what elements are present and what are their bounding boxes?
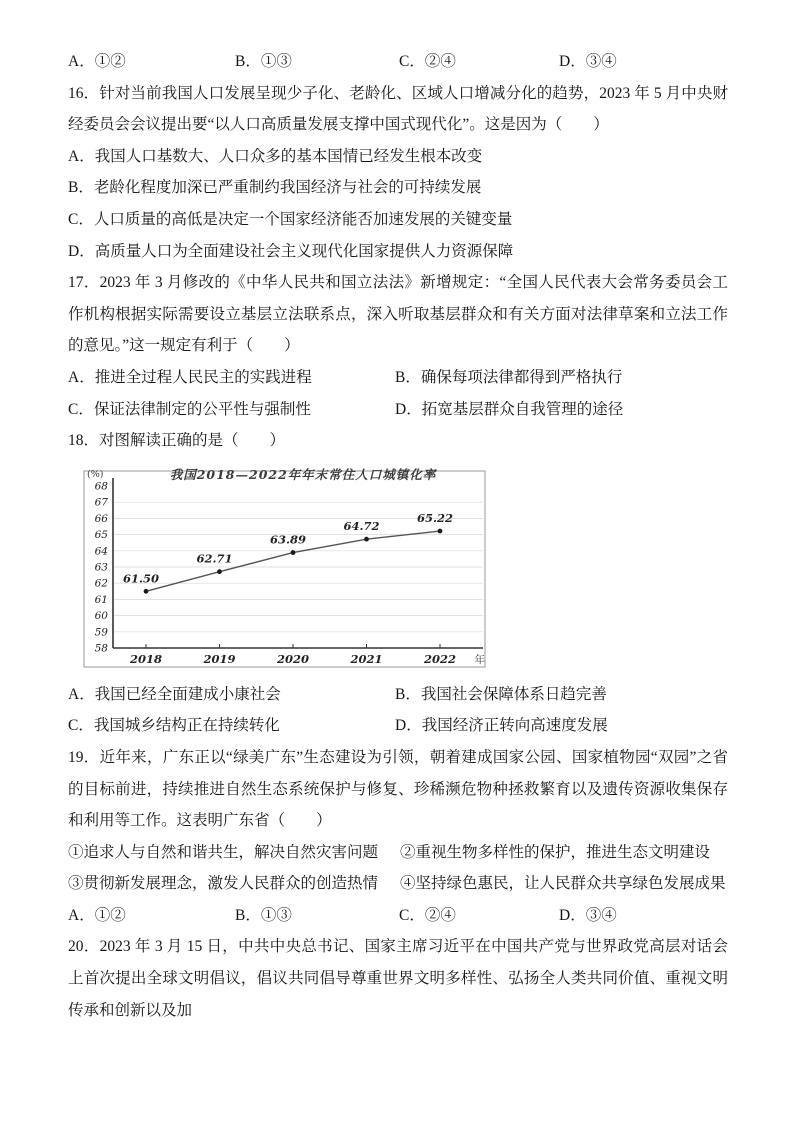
y-tick-label: 64	[94, 545, 108, 558]
question-19-answer-row	[68, 900, 728, 932]
data-point	[144, 589, 149, 594]
x-axis-unit-label: 年	[474, 653, 485, 666]
y-tick-label: 67	[94, 496, 108, 509]
answer-option-d: D．③④	[559, 53, 617, 70]
question-17-option-b: B．确保每项法律都得到严格执行	[395, 368, 623, 386]
previous-question-answer-row	[68, 46, 728, 78]
question-16-option-d: D．高质量人口为全面建设社会主义现代化国家提供人力资源保障	[68, 242, 514, 260]
question-17-option-a: A．推进全过程人民民主的实践进程	[68, 368, 312, 386]
y-tick-label: 62	[94, 577, 108, 590]
question-19-item-1: ①追求人与自然和谐共生，解决自然灾害问题	[68, 843, 379, 861]
question-20-text: 20．2023 年 3 月 15 日，中共中央总书记、国家主席习近平在中国共产党与世界政党高层对话会上首次提出全球文明倡议，倡议共同倡导尊重世界文明多样性、弘扬全人类共同价值、重视文明传承和创新以及加	[68, 938, 728, 1019]
answer-option-b: B．①③	[235, 53, 292, 70]
data-point-label: 65.22	[416, 510, 454, 525]
question-16-text: 16．针对当前我国人口发展呈现少子化、老龄化、区域人口增减分化的趋势，2023 年 5 月中央财经委员会会议提出要“以人口高质量发展支撑中国式现代化”。这是因为（ ）	[68, 84, 728, 134]
question-16-option-c: C．人口质量的高低是决定一个国家经济能否加速发展的关键变量	[68, 210, 513, 228]
y-tick-label: 60	[94, 609, 108, 622]
answer-option-c: C．②④	[399, 53, 456, 70]
question-17-option-d: D．拓宽基层群众自我管理的途径	[395, 400, 624, 418]
data-point-label: 61.50	[122, 571, 160, 586]
data-point	[364, 536, 369, 541]
question-19-answer-b: B．①③	[235, 906, 292, 924]
chart-frame	[84, 468, 485, 667]
data-point-label: 63.89	[269, 532, 307, 547]
data-point	[217, 569, 222, 574]
y-tick-label: 63	[94, 561, 108, 574]
question-16-option-b: B．老龄化程度加深已严重制约我国经济与社会的可持续发展	[68, 179, 482, 197]
question-19-answer-a: A．①②	[68, 906, 126, 924]
y-tick-label: 61	[94, 593, 108, 606]
question-19-answer-c: C．②④	[399, 906, 456, 924]
question-19-answer-d: D．③④	[559, 906, 617, 924]
x-tick-label: 2022	[423, 651, 457, 666]
y-tick-label: 68	[94, 480, 108, 493]
question-18-options-row-2	[68, 710, 728, 742]
question-18-option-d: D．我国经济正转向高速度发展	[395, 717, 608, 735]
chart-title: 我国2018—2022年年末常住人口城镇化率	[169, 466, 437, 482]
data-point-label: 64.72	[343, 518, 380, 533]
y-tick-label: 66	[94, 512, 108, 525]
question-16-option-a: A．我国人口基数大、人口众多的基本国情已经发生根本改变	[68, 147, 483, 165]
y-tick-label: 58	[94, 642, 108, 655]
y-axis-unit-label: (%)	[87, 468, 104, 480]
question-19-items-row-2	[68, 868, 728, 900]
question-18-option-b: B．我国社会保障体系日趋完善	[395, 685, 607, 703]
x-tick-label: 2018	[129, 651, 163, 666]
question-19-text: 19．近年来，广东正以“绿美广东”生态建设为引领，朝着建成国家公园、国家植物园“双园”之省的目标前进，持续推进自然生态系统保护与修复、珍稀濒危物种拯救繁育以及遗传资源收集保存和利用等工作。这表明广东省（ ）	[68, 748, 728, 830]
x-tick-label: 2020	[276, 651, 310, 666]
answer-option-a: A．①②	[68, 53, 126, 70]
question-17-text: 17．2023 年 3 月修改的《中华人民共和国立法法》新增规定：“全国人民代表大会常务委员会工作机构根据实际需要设立基层立法联系点，深入听取基层群众和有关方面对法律草案和立法工作的意见。”这一规定有利于（ ）	[68, 274, 728, 355]
question-19-item-3: ③贯彻新发展理念，激发人民群众的创造热情	[68, 875, 379, 893]
chart-canvas	[83, 464, 487, 674]
question-17-option-c: C．保证法律制定的公平性与强制性	[68, 400, 311, 418]
question-19-items-row-1	[68, 837, 728, 869]
urbanization-rate-line-chart	[83, 464, 487, 674]
question-19-item-2: ②重视生物多样性的保护，推进生态文明建设	[400, 843, 711, 861]
question-17-options-row-2	[68, 394, 728, 426]
data-point	[291, 550, 296, 555]
y-tick-label: 65	[94, 528, 108, 541]
question-18-options-row-1	[68, 679, 728, 711]
x-tick-label: 2021	[350, 651, 383, 666]
question-19-item-4: ④坚持绿色惠民，让人民群众共享绿色发展成果	[400, 875, 726, 893]
question-18-text: 18．对图解读正确的是（ ）	[68, 432, 286, 450]
question-17-options-row-1	[68, 362, 728, 394]
data-point	[438, 528, 443, 533]
question-18-option-c: C．我国城乡结构正在持续转化	[68, 717, 280, 735]
y-tick-label: 59	[94, 626, 108, 639]
question-18-option-a: A．我国已经全面建成小康社会	[68, 685, 281, 703]
x-tick-label: 2019	[203, 651, 236, 666]
data-point-label: 62.71	[196, 551, 233, 566]
